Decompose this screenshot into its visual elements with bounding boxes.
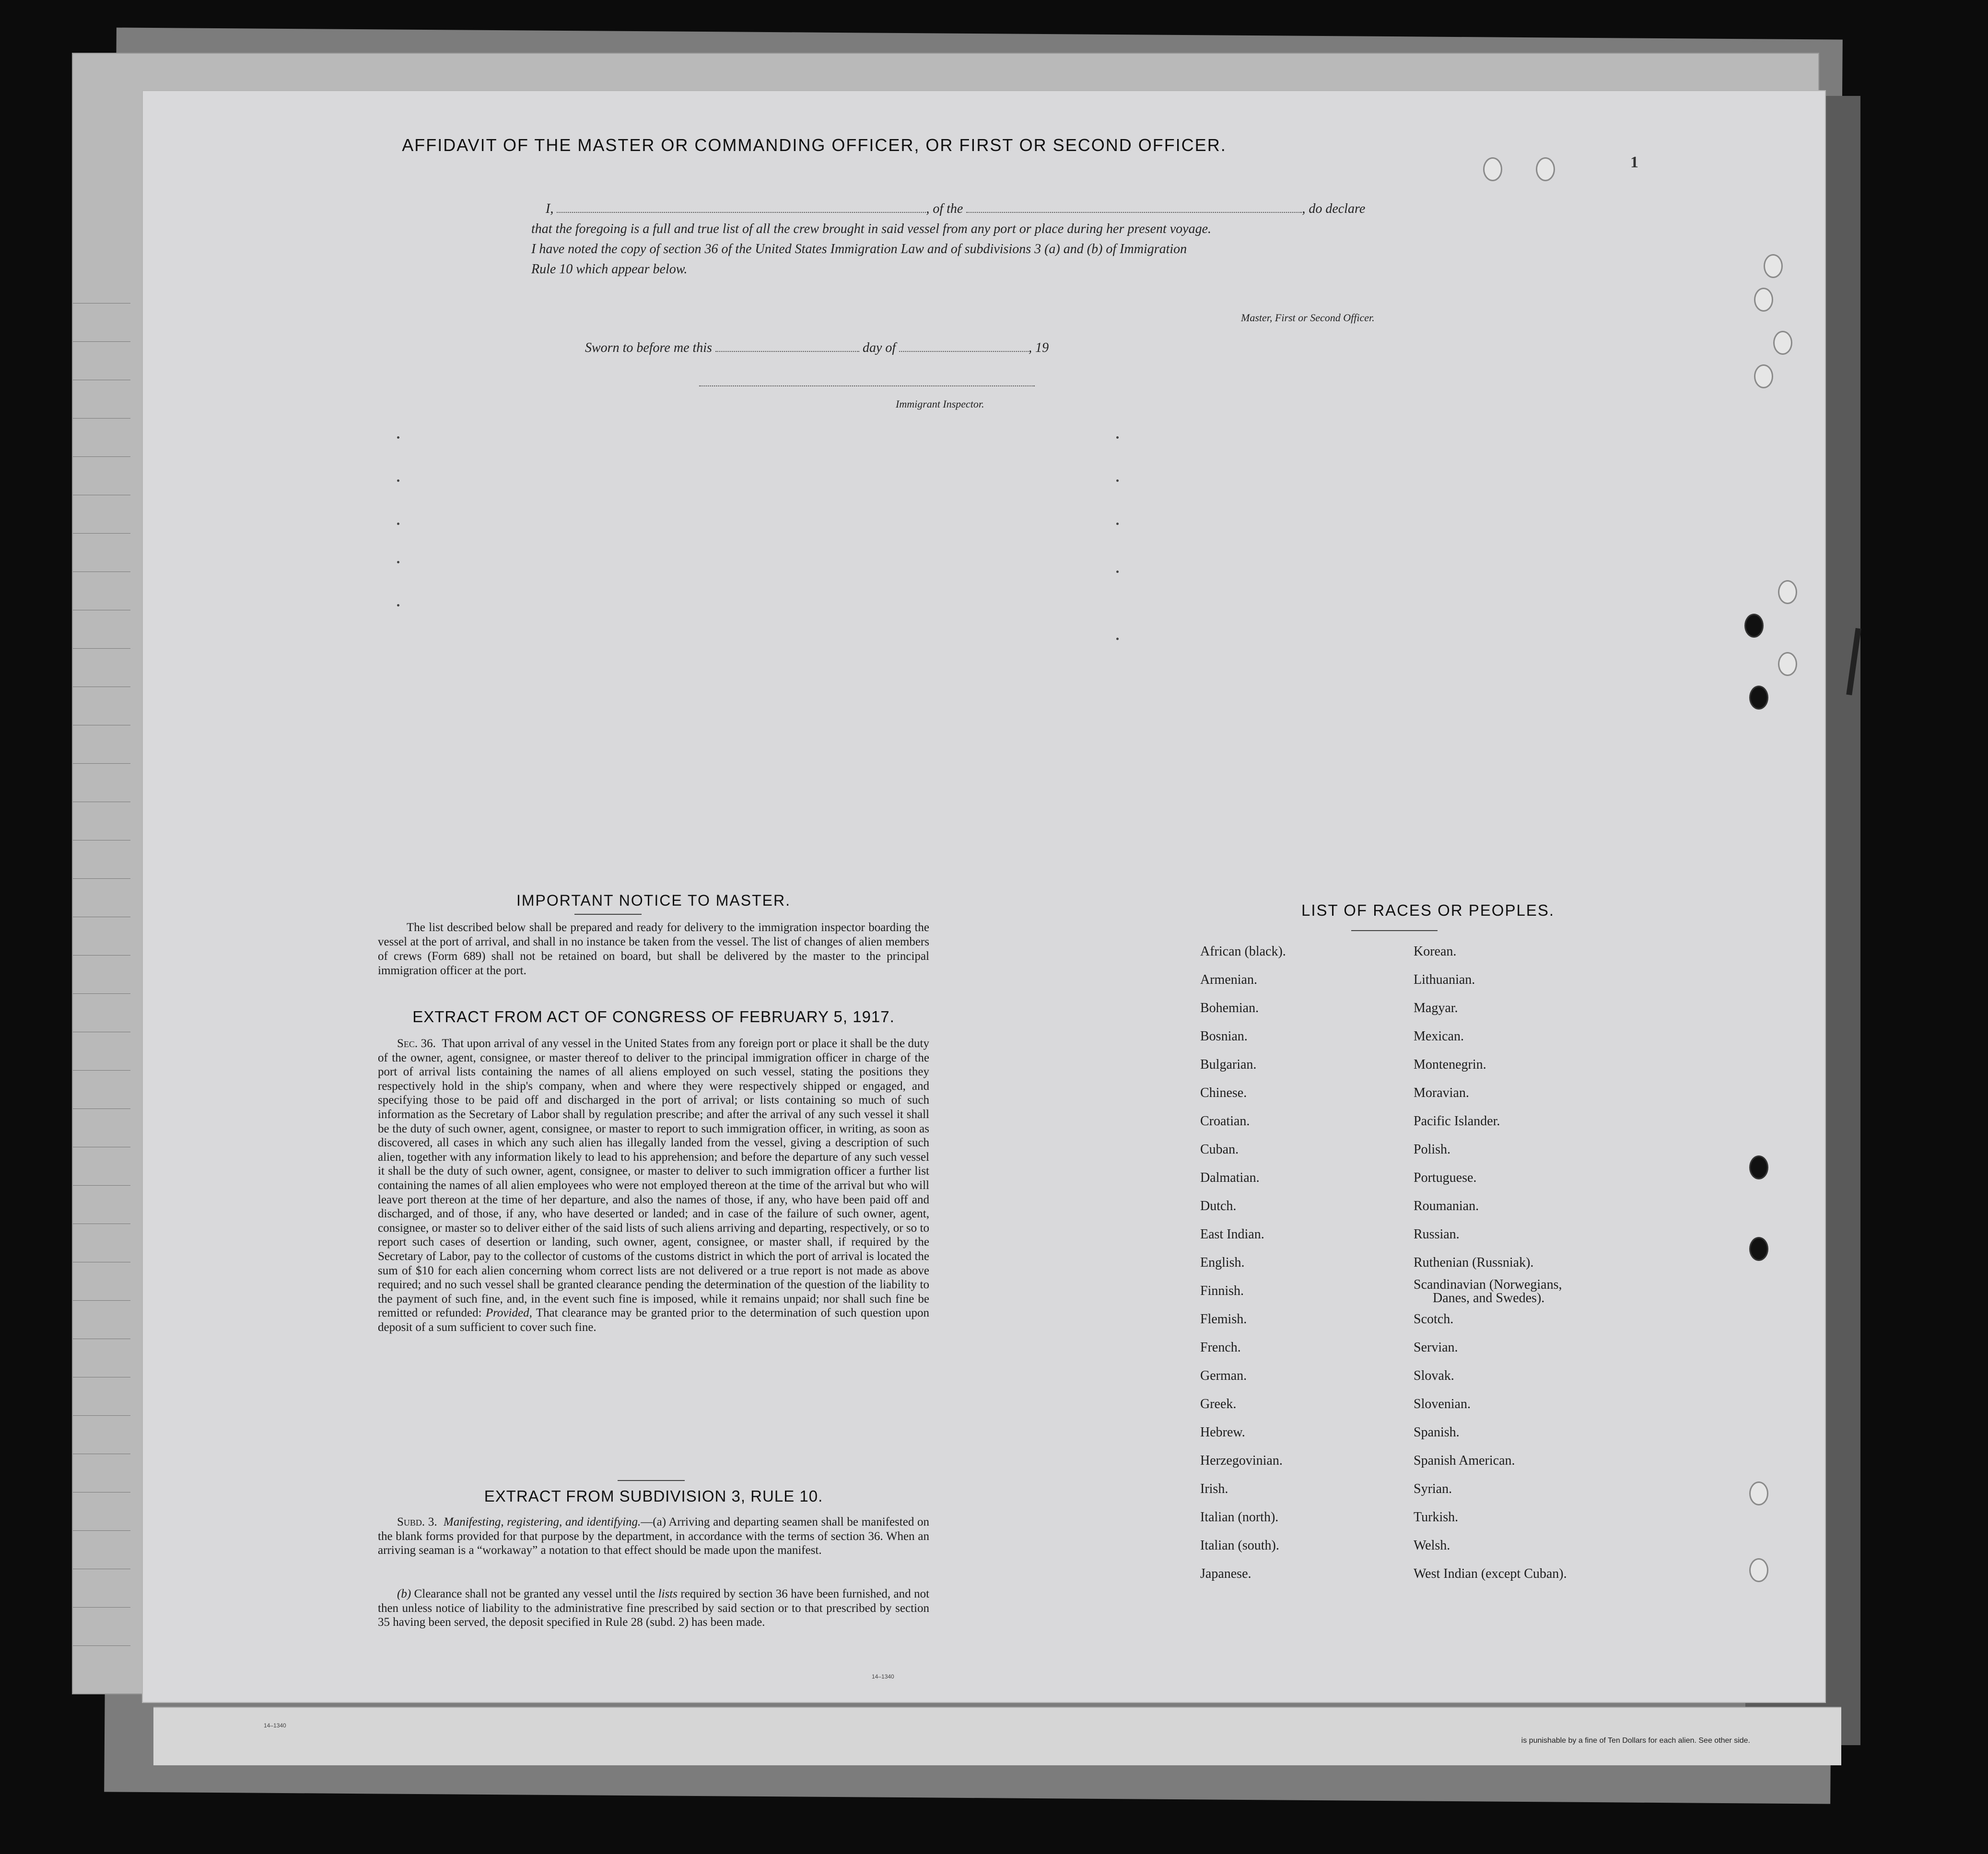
race-item: Portuguese. [1414, 1170, 1477, 1185]
race-item: Japanese. [1200, 1566, 1251, 1581]
race-item: English. [1200, 1255, 1245, 1270]
race-item: French. [1200, 1340, 1241, 1355]
of-the-text: , of the [926, 201, 963, 216]
name-blank[interactable] [557, 212, 926, 213]
margin-dot [1116, 436, 1119, 439]
declarant-prefix: I, [546, 201, 554, 216]
race-item-continuation: Danes, and Swedes). [1433, 1291, 1545, 1306]
race-item: Slovak. [1414, 1368, 1454, 1383]
rule-extract-title: EXTRACT FROM SUBDIVISION 3, RULE 10. [484, 1487, 823, 1505]
para-a-label: —(a) [641, 1516, 667, 1528]
margin-dot [397, 561, 399, 563]
race-item: Spanish. [1414, 1425, 1460, 1440]
sworn-day-blank[interactable] [715, 351, 859, 352]
race-item: Moravian. [1414, 1085, 1469, 1100]
race-item: Roumanian. [1414, 1199, 1479, 1213]
binder-ring [1483, 157, 1502, 181]
binder-ring [1749, 1481, 1768, 1505]
binder-ring [1749, 1558, 1768, 1582]
race-item: Welsh. [1414, 1538, 1450, 1553]
do-declare-text: , do declare [1302, 201, 1366, 216]
act-extract-rule [618, 1480, 685, 1481]
race-item: Montenegrin. [1414, 1057, 1486, 1072]
race-item: Cuban. [1200, 1142, 1239, 1157]
race-item: Italian (south). [1200, 1538, 1279, 1553]
race-item: Polish. [1414, 1142, 1451, 1157]
para-b-lists: lists [658, 1587, 678, 1600]
bottom-strip [153, 1707, 1841, 1765]
affidavit-title: AFFIDAVIT OF THE MASTER OR COMMANDING OFFICER, OR FIRST OR SECOND OFFICER. [402, 135, 1227, 155]
subd-heading: Manifesting, registering, and identifying. [443, 1516, 641, 1528]
binder-ring [1536, 157, 1555, 181]
provided-word: Provided, [485, 1306, 532, 1320]
strip-fine-note: is punishable by a fine of Ten Dollars for each alien. See other side. [1521, 1737, 1750, 1745]
sec-36-end: That clearance may be granted prior to the determination of such question upon deposit of a sum sufficient to cover such fine. [378, 1306, 929, 1334]
manifest-page [143, 91, 1825, 1702]
margin-dot [397, 479, 399, 482]
form-code: 14–1340 [872, 1673, 894, 1680]
affidavit-line-3: I have noted the copy of section 36 of the United States Immigration Law and of subdivisions 3 (a) and (b) of Immigration [531, 242, 1187, 257]
strip-form-code: 14–1340 [264, 1722, 286, 1729]
margin-dot [1116, 638, 1119, 640]
margin-dot [1116, 523, 1119, 525]
affidavit-line-4: Rule 10 which appear below. [531, 262, 688, 277]
affidavit-declaration-line [546, 201, 1365, 217]
race-item: Mexican. [1414, 1029, 1464, 1044]
rule-extract-para-a [378, 1515, 929, 1558]
notice-title-rule [574, 914, 642, 915]
race-item: Herzegovinian. [1200, 1453, 1283, 1468]
races-title-rule [1351, 930, 1438, 931]
race-item: Bulgarian. [1200, 1057, 1257, 1072]
para-b-post: required by section 36 have been furnished, and not then unless notice of liability to the administrative fine prescribed by said section or to that prescribed by section 35 having been served, the deposit specified in Rule 28 (subd. 2) has been made. [378, 1587, 930, 1629]
race-item: Turkish. [1414, 1510, 1459, 1525]
sworn-month-blank[interactable] [899, 351, 1029, 352]
race-item: Bosnian. [1200, 1029, 1248, 1044]
race-item: Chinese. [1200, 1085, 1247, 1100]
margin-dot [397, 436, 399, 439]
race-item: German. [1200, 1368, 1247, 1383]
act-extract-title: EXTRACT FROM ACT OF CONGRESS OF FEBRUARY 5, 1917. [412, 1008, 895, 1026]
binder-ring [1778, 580, 1797, 604]
sworn-line [585, 340, 1049, 356]
sec-36-text: That upon arrival of any vessel in the United States from any foreign port or place it shall be the duty of the owner, agent, consignee, or master thereof to deliver to the principal immigration officer in charge of the port of arrival lists containing the names of all aliens employed on such vessel, stating the positions they respectively hold in the ship's company, when and where they were respectively shipped or engaged, and specifying those to be paid off and discharged in the port of arrival; or lists containing so much of such information as the Secretary of Labor shall by regulation prescribe; and after the arrival of any such vessel it shall be the duty of such owner, agent, consignee, or master to report to such immigration officer, in writing, as soon as discovered, all cases in which any such alien has illegally landed from the vessel, giving a description of such alien, together with any information likely to lead to his apprehension; and before the departure of any such vessel it shall be the duty of such owner, agent, consignee, or master to deliver to such immigration officer a further list containing the names of all alien employees who were not employed thereon at the time of the arrival but who will leave port thereon at the time of her departure, and also the names of those, if any, who have been paid off and discharged, and of those, if any, who have deserted or landed; and in case of the failure of such owner, agent, consignee, or master so to deliver either of the said lists of such aliens arriving and departing, respectively, or so to report such cases of desertion or landing, such owner, agent, consignee, or master shall, if required by the Secretary of Labor, pay to the collector of customs of the customs district in which the port of arrival is located the sum of $10 for each alien concerning whom correct lists are not delivered or a true report is not made as above required; and no such vessel shall be granted clearance pending the determination of the question of the liability to the payment of such fine, and, in the event such fine is imposed, while it remains unpaid; nor shall such fine be remitted or refunded: [378, 1037, 929, 1320]
race-item: Servian. [1414, 1340, 1458, 1355]
race-item: Finnish. [1200, 1283, 1244, 1298]
act-extract-body [378, 1037, 929, 1334]
binder-ring [1764, 254, 1783, 278]
binder-ring [1778, 652, 1797, 676]
race-item: East Indian. [1200, 1227, 1264, 1242]
inspector-signature-line[interactable] [699, 385, 1035, 386]
race-item: Ruthenian (Russniak). [1414, 1255, 1534, 1270]
subd-label: Subd. 3. [397, 1516, 437, 1528]
race-item: Bohemian. [1200, 1001, 1259, 1015]
race-item: Scandinavian (Norwegians, [1414, 1277, 1562, 1292]
race-item: Hebrew. [1200, 1425, 1245, 1440]
race-item: Magyar. [1414, 1001, 1458, 1015]
year-text: , 19 [1029, 340, 1049, 355]
vessel-blank[interactable] [966, 212, 1302, 213]
race-item: Dalmatian. [1200, 1170, 1260, 1185]
page-number: 1 [1630, 153, 1638, 171]
race-item: Irish. [1200, 1481, 1228, 1496]
para-b-pre: Clearance shall not be granted any vessel until the [414, 1587, 655, 1600]
inspector-caption: Immigrant Inspector. [896, 398, 984, 410]
notice-title: IMPORTANT NOTICE TO MASTER. [516, 892, 791, 909]
race-item: Greek. [1200, 1397, 1237, 1411]
race-item: Flemish. [1200, 1312, 1247, 1327]
sworn-prefix: Sworn to before me this [585, 340, 712, 355]
notice-body: The list described below shall be prepared and ready for delivery to the immigration inspector boarding the vessel at the port of arrival, and shall in no instance be taken from the vessel. The list of changes of alien members of crews (Form 689) shall not be retained on board, but shall be delivered by the master to the principal immigration officer at the port. [378, 921, 929, 977]
race-item: Syrian. [1414, 1481, 1452, 1496]
rule-extract-para-b [378, 1587, 929, 1630]
race-item: African (black). [1200, 944, 1286, 959]
race-item: Pacific Islander. [1414, 1114, 1500, 1129]
race-item: Croatian. [1200, 1114, 1250, 1129]
master-signature-caption: Master, First or Second Officer. [1241, 312, 1375, 324]
race-item: Dutch. [1200, 1199, 1237, 1213]
binder-ring [1773, 331, 1792, 355]
margin-dot [1116, 571, 1119, 573]
race-item: Lithuanian. [1414, 972, 1475, 987]
margin-dot [397, 523, 399, 525]
para-b-label: (b) [397, 1587, 411, 1600]
day-of-text: day of [862, 340, 896, 355]
race-item: Korean. [1414, 944, 1457, 959]
race-item: Scotch. [1414, 1312, 1454, 1327]
race-item: Slovenian. [1414, 1397, 1471, 1411]
race-item: Italian (north). [1200, 1510, 1279, 1525]
race-item: Russian. [1414, 1227, 1460, 1242]
binder-ring [1744, 614, 1764, 638]
binder-ring [1754, 288, 1773, 312]
para-a-text: Arriving and departing seamen shall be manifested on the blank forms provided for that purpose by the department, in accordance with the terms of section 36. When an arriving seaman is a “workaway” a notation to that effect should be made upon the manifest. [378, 1516, 929, 1557]
race-item: Spanish American. [1414, 1453, 1515, 1468]
binder-ring [1749, 1237, 1768, 1261]
affidavit-line-2: that the foregoing is a full and true list of all the crew brought in said vessel from any port or place during her present voyage. [531, 222, 1212, 236]
sec-label: Sec. 36. [397, 1037, 436, 1050]
margin-dot [397, 604, 399, 606]
race-item: West Indian (except Cuban). [1414, 1566, 1567, 1581]
race-item: Armenian. [1200, 972, 1257, 987]
binder-ring [1749, 686, 1768, 710]
margin-dot [1116, 479, 1119, 482]
binder-ring [1754, 364, 1773, 388]
binder-ring [1749, 1155, 1768, 1179]
races-title: LIST OF RACES OR PEOPLES. [1301, 901, 1555, 919]
